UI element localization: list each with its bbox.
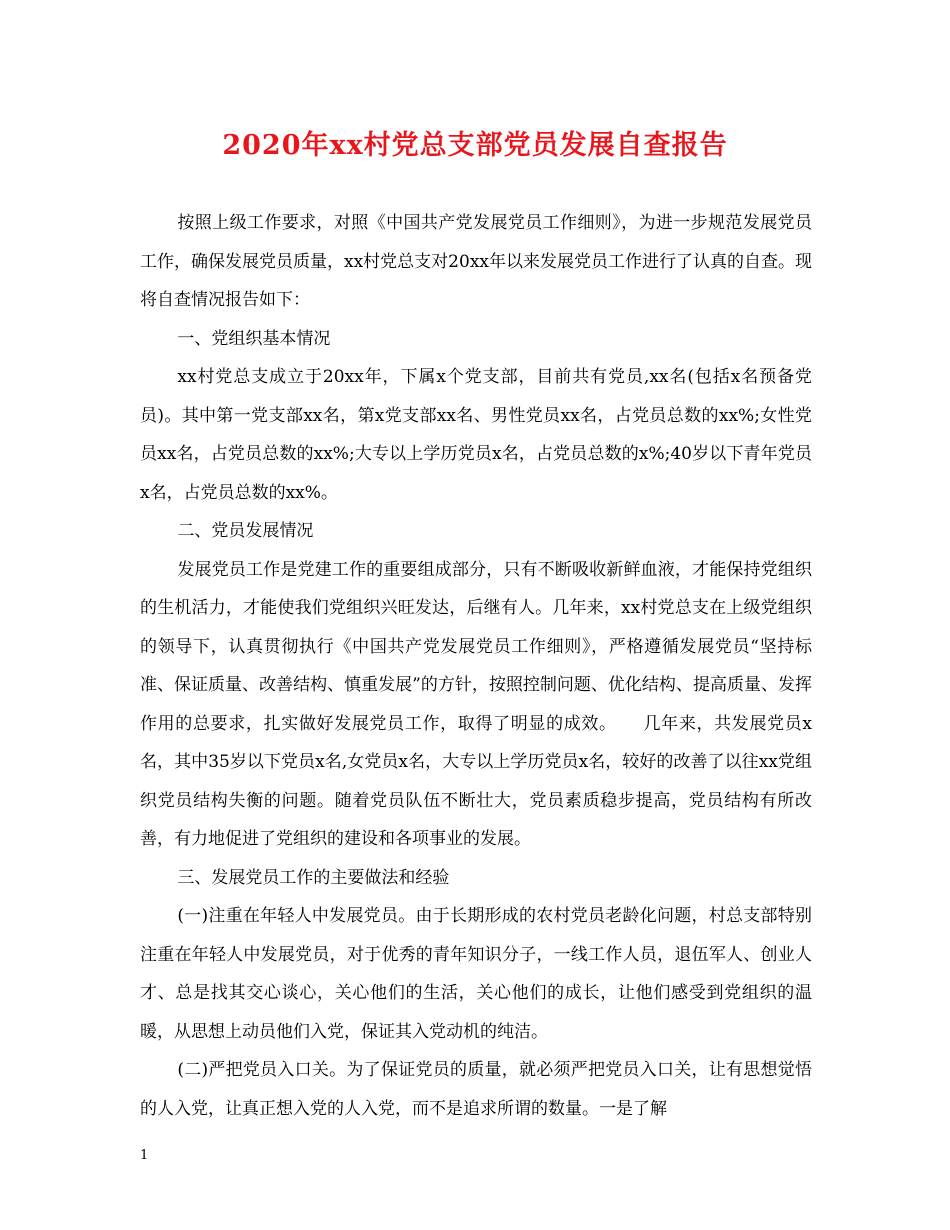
section-heading-2: 二、党员发展情况 bbox=[177, 521, 314, 541]
section-heading-3: 三、发展党员工作的主要做法和经验 bbox=[177, 867, 450, 888]
document-title: 2020年xx村党总支部党员发展自查报告 bbox=[222, 130, 728, 161]
page-number: 1 bbox=[140, 1148, 149, 1163]
section-heading-1: 一、党组织基本情况 bbox=[177, 328, 331, 349]
body-paragraph: (一)注重在年轻人中发展党员。由于长期形成的农村党员老龄化问题，村总支部特别注重在年轻人中发展党员，对于优秀的青年知识分子，一线工作人员，退伍军人、创业人才、总是找其交心谈心，关心他们的生活，关心他们的成长，让他们感受到党组织的温暖，从思想上动员他们入党，保证其入党动机的纯洁。 bbox=[140, 906, 812, 1042]
body-paragraph: (二)严把党员入口关。为了保证党员的质量，就必须严把党员入口关，让有思想觉悟的人入党，让真正想入党的人入党，而不是追求所谓的数量。一是了解 bbox=[140, 1060, 812, 1119]
document-body bbox=[140, 204, 812, 1128]
body-paragraph: xx村党总支成立于20xx年，下属x个党支部，目前共有党员,xx名(包括x名预备党员)。其中第一党支部xx名，第x党支部xx名、男性党员xx名，占党员总数的xx%;女性党员xx名，占党员总数的xx%;大专以上学历党员x名，占党员总数的x%;40岁以下青年党员x名，占党员总数的xx%。 bbox=[140, 367, 812, 503]
intro-paragraph: 按照上级工作要求，对照《中国共产党发展党员工作细则》，为进一步规范发展党员工作，确保发展党员质量，xx村党总支对20xx年以来发展党员工作进行了认真的自查。现将自查情况报告如下： bbox=[140, 213, 812, 310]
body-paragraph: 发展党员工作是党建工作的重要组成部分，只有不断吸收新鲜血液，才能保持党组织的生机活力，才能使我们党组织兴旺发达，后继有人。几年来，xx村党总支在上级党组织的领导下，认真贯彻执行《中国共产党发展党员工作细则》，严格遵循发展党员“坚持标准、保证质量、改善结构、慎重发展”的方针，按照控制问题、优化结构、提高质量、发挥作用的总要求，扎实做好发展党员工作，取得了明显的成效。 几年来，共发展党员x名，其中35岁以下党员x名,女党员x名，大专以上学历党员x名，较好的改善了以往xx党组织党员结构失衡的问题。随着党员队伍不断壮大，党员素质稳步提高，党员结构有所改善，有力地促进了党组织的建设和各项事业的发展。 bbox=[140, 559, 812, 849]
